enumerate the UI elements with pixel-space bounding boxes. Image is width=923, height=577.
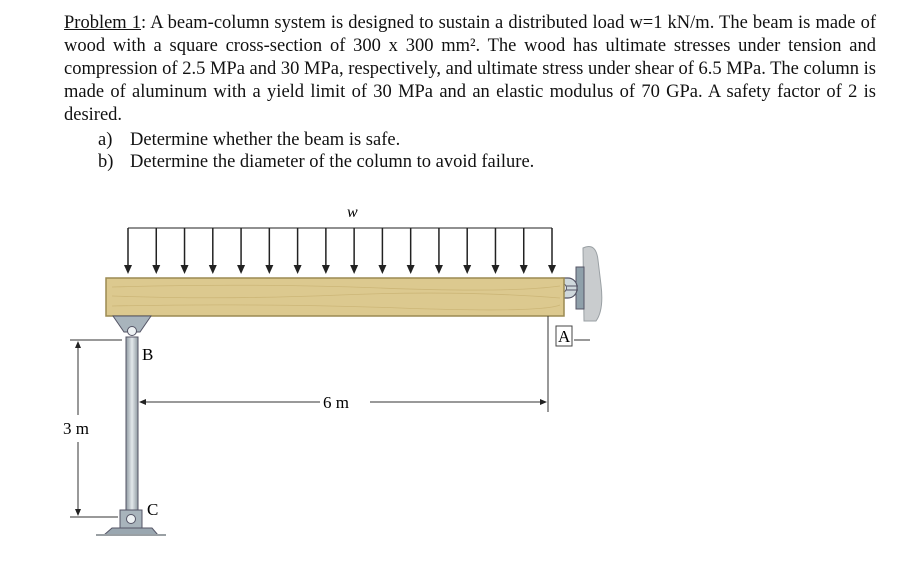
load-arrow-head — [237, 265, 245, 274]
part-b-text: Determine the diameter of the column to avoid failure. — [130, 152, 535, 172]
problem-text: : A beam-column system is designed to sustain a distributed load w=1 kN/m. The beam is made of wood with a square cross-section of 300 x 300 mm². The wood has ultimate stresses under tension and compression of 2.5 MPa and 30 MPa, respectively, and ultimate stress under shear of 6.5 MPa. The column is made of aluminum with a yield limit of 30 MPa and an elastic modulus of 70 GPa. A safety factor of 2 is desired. — [64, 13, 876, 125]
distributed-load — [124, 228, 556, 274]
load-arrow-head — [124, 265, 132, 274]
part-a-text: Determine whether the beam is safe. — [130, 130, 401, 150]
point-b-label: B — [142, 345, 154, 364]
load-arrow-head — [463, 265, 471, 274]
problem-statement — [64, 12, 876, 127]
load-arrow-head — [435, 265, 443, 274]
load-arrow-head — [181, 265, 189, 274]
load-arrow-head — [322, 265, 330, 274]
part-a-label: a) — [98, 130, 113, 150]
load-label: w — [347, 204, 358, 221]
load-arrow-head — [378, 265, 386, 274]
part-b-label: b) — [98, 152, 114, 172]
point-a-label: A — [558, 327, 571, 346]
load-arrow-head — [152, 265, 160, 274]
load-arrow-head — [265, 265, 273, 274]
load-arrow-head — [294, 265, 302, 274]
load-arrow-head — [407, 265, 415, 274]
aluminum-column — [126, 337, 138, 517]
span-label: 6 m — [323, 393, 349, 412]
load-arrow-head — [209, 265, 217, 274]
pin-support-b — [113, 316, 151, 336]
point-c-label: C — [147, 500, 159, 519]
beam-column-figure — [0, 190, 923, 577]
height-label: 3 m — [63, 419, 89, 438]
load-arrow-head — [350, 265, 358, 274]
part-a — [98, 129, 534, 151]
problem-title: Problem 1 — [64, 13, 142, 33]
load-arrow-head — [548, 265, 556, 274]
load-arrow-head — [520, 265, 528, 274]
problem-parts — [98, 129, 534, 173]
part-b — [98, 151, 534, 173]
load-arrow-head — [491, 265, 499, 274]
right-wall — [583, 247, 602, 322]
